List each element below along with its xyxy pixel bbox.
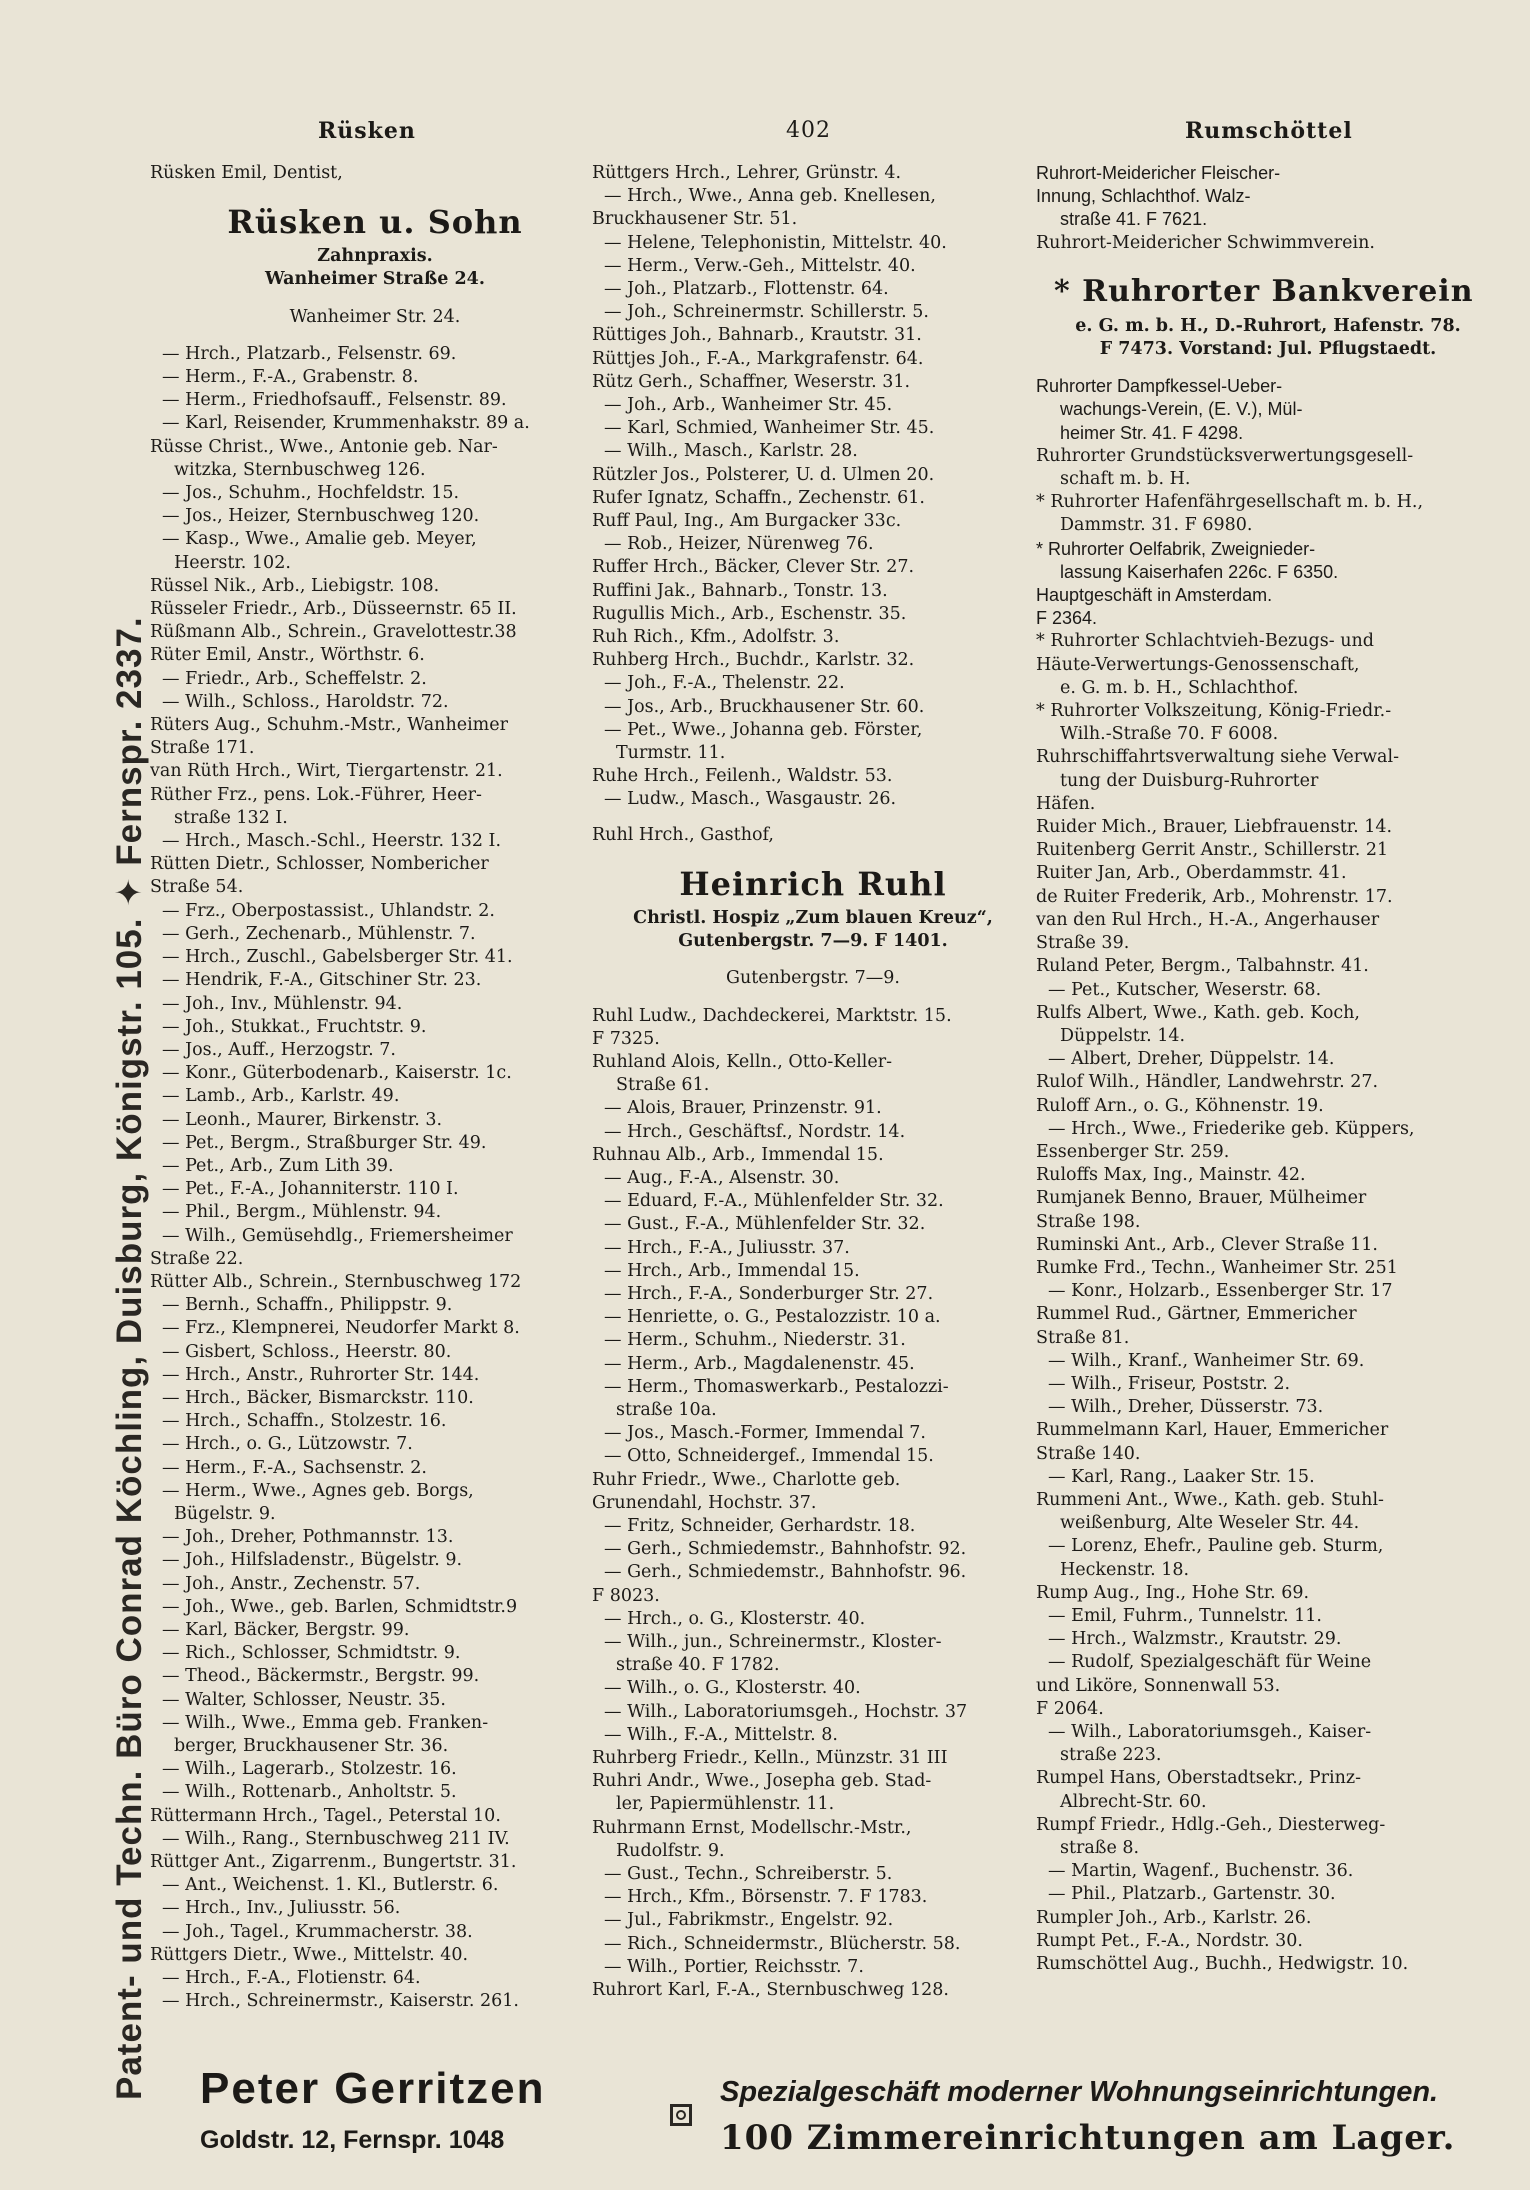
directory-entry: — Frz., Klempnerei, Neudorfer Markt 8. bbox=[162, 1318, 520, 1339]
directory-entry: — Hrch., Schaffn., Stolzestr. 16. bbox=[162, 1411, 447, 1432]
directory-entry: — Helene, Telephonistin, Mittelstr. 40. bbox=[604, 232, 947, 253]
directory-entry: — Fritz, Schneider, Gerhardstr. 18. bbox=[604, 1515, 916, 1536]
directory-entry: Turmstr. 11. bbox=[616, 743, 726, 764]
directory-entry: Straße 81. bbox=[1036, 1327, 1130, 1348]
directory-entry: Ruhl Hrch., Gasthof, bbox=[592, 824, 774, 845]
directory-entry: Häute-Verwertungs-Genossenschaft, bbox=[1036, 654, 1360, 675]
directory-entry: — Hendrik, F.-A., Gitschiner Str. 23. bbox=[162, 970, 482, 991]
directory-entry: — Frz., Oberpostassist., Uhlandstr. 2. bbox=[162, 900, 495, 921]
directory-entry: Ruhrort Karl, F.-A., Sternbuschweg 128. bbox=[592, 1980, 949, 2001]
directory-entry: — Karl, Bäcker, Bergstr. 99. bbox=[162, 1619, 410, 1640]
directory-entry: — Pet., Kutscher, Weserstr. 68. bbox=[1048, 979, 1322, 1000]
directory-entry: Rummelmann Karl, Hauer, Emmericher bbox=[1036, 1420, 1389, 1441]
side-advertisement: Patent- und Techn. Büro Conrad Köchling, Duisburg, Königstr. 105. ✦ Fernspr. 2337. bbox=[110, 616, 149, 2100]
directory-entry: — Gust., Techn., Schreiberstr. 5. bbox=[604, 1864, 893, 1885]
directory-entry: Rüters Aug., Schuhm.-Mstr., Wanheimer bbox=[150, 715, 508, 736]
directory-entry: witzka, Sternbuschweg 126. bbox=[174, 459, 426, 480]
directory-entry: Grunendahl, Hochstr. 37. bbox=[592, 1492, 817, 1513]
ad-bankverein-line1: e. G. m. b. H., D.-Ruhrort, Hafenstr. 78. bbox=[1075, 315, 1461, 336]
directory-entry: Rumpler Joh., Arb., Karlstr. 26. bbox=[1036, 1907, 1312, 1928]
directory-entry: Ruhr Friedr., Wwe., Charlotte geb. bbox=[592, 1469, 901, 1490]
ad-ruesken-line3: Wanheimer Str. 24. bbox=[289, 306, 461, 327]
directory-entry: Rüsseler Friedr., Arb., Düsseernstr. 65 II. bbox=[150, 599, 517, 620]
ad-ruhl-line2: Gutenbergstr. 7—9. F 1401. bbox=[678, 931, 948, 952]
ad-ruesken-line2: Wanheimer Straße 24. bbox=[265, 269, 485, 290]
directory-entry: straße 40. F 1782. bbox=[616, 1655, 780, 1676]
directory-entry: — Hrch., o. G., Klosterstr. 40. bbox=[604, 1608, 866, 1629]
directory-entry: — Joh., Inv., Mühlenstr. 94. bbox=[162, 993, 403, 1014]
directory-entry: straße 10a. bbox=[616, 1399, 717, 1420]
directory-entry: — Emil, Fuhrm., Tunnelstr. 11. bbox=[1048, 1605, 1322, 1626]
directory-entry: Ruhrort-Meidericher Fleischer- bbox=[1036, 163, 1281, 183]
directory-entry: Rüsse Christ., Wwe., Antonie geb. Nar- bbox=[150, 436, 498, 457]
directory-entry: — Wilh., Lagerarb., Stolzestr. 16. bbox=[162, 1759, 457, 1780]
directory-entry: — Wilh., Schloss., Haroldstr. 72. bbox=[162, 691, 449, 712]
directory-entry: — Phil., Platzarb., Gartenstr. 30. bbox=[1048, 1884, 1336, 1905]
directory-entry: — Joh., F.-A., Thelenstr. 22. bbox=[604, 673, 845, 694]
directory-entry: Düppelstr. 14. bbox=[1060, 1025, 1186, 1046]
ad-ruesken-line1: Zahnpraxis. bbox=[317, 246, 433, 267]
header-left: Rüsken bbox=[318, 118, 416, 144]
directory-entry: Straße 198. bbox=[1036, 1211, 1141, 1232]
directory-entry: heimer Str. 41. F 4298. bbox=[1060, 422, 1244, 443]
footer-tagline: Spezialgeschäft moderner Wohnungseinrichtungen. bbox=[720, 2076, 1439, 2108]
directory-entry: — Konr., Holzarb., Essenberger Str. 17 bbox=[1048, 1281, 1393, 1302]
directory-entry: — Jos., Arb., Bruckhausener Str. 60. bbox=[604, 696, 925, 717]
directory-entry: — Hrch., F.-A., Sonderburger Str. 27. bbox=[604, 1283, 934, 1304]
directory-entry: Albrecht-Str. 60. bbox=[1060, 1791, 1207, 1812]
directory-entry: — Joh., Hilfsladenstr., Bügelstr. 9. bbox=[162, 1550, 463, 1571]
directory-entry: * Ruhrorter Volkszeitung, König-Friedr.- bbox=[1036, 701, 1392, 722]
directory-entry: Ruitenberg Gerrit Anstr., Schillerstr. 21 bbox=[1036, 840, 1389, 861]
directory-entry: Rütter Alb., Schrein., Sternbuschweg 172 bbox=[150, 1271, 522, 1292]
emblem-icon bbox=[670, 2104, 692, 2126]
directory-entry: Rumke Frd., Techn., Wanheimer Str. 251 bbox=[1036, 1257, 1398, 1278]
directory-entry: — Gerh., Zechenarb., Mühlenstr. 7. bbox=[162, 923, 476, 944]
directory-entry: tung der Duisburg-Ruhrorter bbox=[1060, 770, 1319, 791]
directory-entry: — Pet., F.-A., Johanniterstr. 110 I. bbox=[162, 1179, 459, 1200]
directory-entry: — Pet., Bergm., Straßburger Str. 49. bbox=[162, 1132, 487, 1153]
header-right: Rumschöttel bbox=[1185, 118, 1353, 144]
ad-ruhl-line3: Gutenbergstr. 7—9. bbox=[726, 968, 900, 989]
ad-bankverein-line2: F 7473. Vorstand: Jul. Pflugstaedt. bbox=[1099, 339, 1437, 360]
directory-entry: Heerstr. 102. bbox=[174, 552, 291, 573]
directory-entry: Rufer Ignatz, Schaffn., Zechenstr. 61. bbox=[592, 487, 925, 508]
directory-entry: — Leonh., Maurer, Birkenstr. 3. bbox=[162, 1109, 443, 1130]
directory-entry: — Hrch., Platzarb., Felsenstr. 69. bbox=[162, 343, 457, 364]
directory-entry: — Hrch., Zuschl., Gabelsberger Str. 41. bbox=[162, 947, 513, 968]
directory-entry: F 2364. bbox=[1036, 608, 1098, 629]
directory-entry: — Joh., Platzarb., Flottenstr. 64. bbox=[604, 279, 889, 300]
directory-entry: — Friedr., Arb., Scheffelstr. 2. bbox=[162, 668, 427, 689]
directory-entry: Rudolfstr. 9. bbox=[616, 1840, 725, 1861]
directory-entry: ler, Papiermühlenstr. 11. bbox=[616, 1794, 835, 1815]
directory-entry: — Herm., Thomaswerkarb., Pestalozzi- bbox=[604, 1376, 949, 1397]
directory-entry: — Walter, Schlosser, Neustr. 35. bbox=[162, 1689, 446, 1710]
directory-entry: — Karl, Reisender, Krummenhakstr. 89 a. bbox=[162, 413, 530, 434]
column-3 bbox=[1036, 162, 1500, 1976]
directory-entry: — Ludw., Masch., Wasgaustr. 26. bbox=[604, 789, 897, 810]
directory-entry: Heckenstr. 18. bbox=[1060, 1559, 1190, 1580]
ad-bankverein-name: * Ruhrorter Bankverein bbox=[1054, 273, 1474, 309]
directory-entry: — Joh., Tagel., Krummacherstr. 38. bbox=[162, 1921, 473, 1942]
directory-entry: — Gerh., Schmiedemstr., Bahnhofstr. 96. bbox=[604, 1562, 967, 1583]
directory-entry: F 8023. bbox=[592, 1585, 660, 1606]
directory-entry: — Wilh., Portier, Reichsstr. 7. bbox=[604, 1956, 864, 1977]
directory-entry: — Joh., Wwe., geb. Barlen, Schmidtstr.9 bbox=[162, 1596, 518, 1617]
directory-entry: — Joh., Anstr., Zechenstr. 57. bbox=[162, 1573, 421, 1594]
directory-entry: — Hrch., F.-A., Juliusstr. 37. bbox=[604, 1237, 850, 1258]
directory-entry: — Wilh., Masch., Karlstr. 28. bbox=[604, 441, 858, 462]
directory-entry: berger, Bruckhausener Str. 36. bbox=[174, 1736, 449, 1756]
directory-entry: Ruhberg Hrch., Buchdr., Karlstr. 32. bbox=[592, 650, 915, 671]
directory-entry: Ruff Paul, Ing., Am Burgacker 33c. bbox=[592, 511, 902, 532]
directory-entry: — Otto, Schneidergef., Immendal 15. bbox=[604, 1446, 934, 1467]
directory-entry: — Herm., Wwe., Agnes geb. Borgs, bbox=[162, 1480, 474, 1501]
footer-advertisement bbox=[150, 2064, 1510, 2158]
directory-entry: — Herm., F.-A., Grabenstr. 8. bbox=[162, 367, 419, 388]
directory-entry: Rütten Dietr., Schlosser, Nombericher bbox=[150, 854, 489, 875]
ad-ruhl-name: Heinrich Ruhl bbox=[679, 864, 947, 903]
directory-entry: — Wilh., Gemüsehdlg., Friemersheimer bbox=[162, 1225, 513, 1246]
directory-entry: — Wilh., Rottenarb., Anholtstr. 5. bbox=[162, 1782, 457, 1803]
directory-entry: straße 41. F 7621. bbox=[1060, 209, 1208, 230]
directory-entry: straße 223. bbox=[1060, 1745, 1162, 1766]
directory-entry: Rüttiges Joh., Bahnarb., Krautstr. 31. bbox=[592, 325, 922, 346]
directory-entry: de Ruiter Frederik, Arb., Mohrenstr. 17. bbox=[1036, 886, 1393, 907]
directory-entry: Innung, Schlachthof. Walz- bbox=[1036, 186, 1251, 207]
directory-entry: Rüter Emil, Anstr., Wörthstr. 6. bbox=[150, 645, 425, 666]
directory-entry: Essenberger Str. 259. bbox=[1036, 1141, 1230, 1162]
directory-entry: — Phil., Bergm., Mühlenstr. 94. bbox=[162, 1202, 442, 1223]
directory-entry: — Joh., Stukkat., Fruchtstr. 9. bbox=[162, 1016, 427, 1037]
directory-entry: — Wilh., o. G., Klosterstr. 40. bbox=[604, 1678, 861, 1699]
directory-entry: — Hrch., Anstr., Ruhrorter Str. 144. bbox=[162, 1364, 480, 1385]
directory-entry: Rummel Rud., Gärtner, Emmericher bbox=[1036, 1304, 1357, 1325]
directory-entry: F 7325. bbox=[592, 1028, 660, 1049]
directory-entry: — Rob., Heizer, Nürenweg 76. bbox=[604, 534, 874, 555]
directory-entry: — Pet., Wwe., Johanna geb. Förster, bbox=[604, 719, 923, 740]
directory-entry: Rüßmann Alb., Schrein., Gravelottestr.38 bbox=[150, 622, 517, 643]
directory-entry: Ruminski Ant., Arb., Clever Straße 11. bbox=[1036, 1234, 1378, 1255]
directory-entry: — Karl, Schmied, Wanheimer Str. 45. bbox=[604, 418, 935, 439]
directory-entry: — Hrch., Bäcker, Bismarckstr. 110. bbox=[162, 1387, 474, 1408]
directory-entry: — Wilh., F.-A., Mittelstr. 8. bbox=[604, 1724, 838, 1745]
directory-entry: * Ruhrorter Hafenfährgesellschaft m. b. H., bbox=[1036, 492, 1424, 513]
directory-entry: Ruhl Ludw., Dachdeckerei, Marktstr. 15. bbox=[592, 1005, 952, 1026]
directory-entry: F 2064. bbox=[1036, 1698, 1104, 1719]
directory-entry: Straße 171. bbox=[150, 738, 255, 759]
directory-entry: Ruhe Hrch., Feilenh., Waldstr. 53. bbox=[592, 766, 893, 787]
directory-entry: — Wilh., Wwe., Emma geb. Franken- bbox=[162, 1712, 489, 1733]
directory-entry: wachungs-Verein, (E. V.), Mül- bbox=[1060, 399, 1303, 420]
directory-entry: — Rudolf, Spezialgeschäft für Weine bbox=[1048, 1652, 1372, 1673]
directory-entry: — Ant., Weichenst. 1. Kl., Butlerstr. 6. bbox=[162, 1875, 499, 1896]
directory-entry: Ruhrmann Ernst, Modellschr.-Mstr., bbox=[592, 1817, 912, 1838]
directory-entry: Häfen. bbox=[1036, 793, 1096, 814]
directory-entry: Rulof Wilh., Händler, Landwehrstr. 27. bbox=[1036, 1072, 1379, 1093]
directory-entry: Rumpt Pet., F.-A., Nordstr. 30. bbox=[1036, 1930, 1303, 1951]
directory-entry: Rüssel Nik., Arb., Liebigstr. 108. bbox=[150, 575, 440, 596]
directory-entry: Straße 140. bbox=[1036, 1443, 1141, 1464]
directory-entry: Rulfs Albert, Wwe., Kath. geb. Koch, bbox=[1036, 1002, 1360, 1023]
directory-entry: Ruhri Andr., Wwe., Josepha geb. Stad- bbox=[592, 1771, 932, 1792]
directory-entry: — Hrch., Kfm., Börsenstr. 7. F 1783. bbox=[604, 1887, 928, 1908]
directory-entry: Ruhland Alois, Kelln., Otto-Keller- bbox=[592, 1051, 893, 1072]
directory-entry: Ruider Mich., Brauer, Liebfrauenstr. 14. bbox=[1036, 817, 1393, 838]
directory-entry: Ruffini Jak., Bahnarb., Tonstr. 13. bbox=[592, 580, 888, 601]
directory-entry: — Hrch., Wwe., Anna geb. Knellesen, bbox=[604, 186, 936, 207]
directory-entry: Wilh.-Straße 70. F 6008. bbox=[1060, 724, 1279, 745]
column-1 bbox=[150, 162, 600, 2013]
directory-entry: Straße 22. bbox=[150, 1248, 244, 1269]
directory-entry: Bügelstr. 9. bbox=[174, 1503, 276, 1524]
directory-entry: — Herm., Schuhm., Niederstr. 31. bbox=[604, 1330, 906, 1351]
directory-entry: van Rüth Hrch., Wirt, Tiergartenstr. 21. bbox=[150, 761, 503, 782]
directory-entry: — Aug., F.-A., Alsenstr. 30. bbox=[604, 1167, 840, 1188]
column-2 bbox=[592, 162, 1034, 2002]
directory-entry: — Hrch., Schreinermstr., Kaiserstr. 261. bbox=[162, 1991, 519, 2012]
directory-entry: Ruhrberg Friedr., Kelln., Münzstr. 31 III bbox=[592, 1748, 948, 1768]
directory-entry: — Alois, Brauer, Prinzenstr. 91. bbox=[604, 1098, 882, 1119]
directory-entry: — Hrch., Arb., Immendal 15. bbox=[604, 1260, 860, 1281]
directory-entry: — Pet., Arb., Zum Lith 39. bbox=[162, 1155, 394, 1176]
directory-entry: — Hrch., Masch.-Schl., Heerstr. 132 I. bbox=[162, 831, 502, 852]
directory-entry: — Jos., Masch.-Former, Immendal 7. bbox=[604, 1423, 926, 1444]
directory-entry: schaft m. b. H. bbox=[1060, 469, 1191, 490]
directory-entry: — Herm., Friedhofsauff., Felsenstr. 89. bbox=[162, 390, 507, 411]
directory-entry: Rumpf Friedr., Hdlg.-Geh., Diesterweg- bbox=[1036, 1814, 1386, 1835]
directory-entry: — Herm., Arb., Magdalenenstr. 45. bbox=[604, 1353, 915, 1374]
footer-stock: 100 Zimmereinrichtungen am Lager. bbox=[720, 2118, 1456, 2158]
directory-entry: — Henriette, o. G., Pestalozzistr. 10 a. bbox=[604, 1307, 941, 1328]
directory-entry: — Rich., Schneidermstr., Blücherstr. 58. bbox=[604, 1933, 961, 1954]
directory-entry: — Karl, Rang., Laaker Str. 15. bbox=[1048, 1466, 1315, 1487]
directory-entry: Straße 61. bbox=[616, 1075, 710, 1096]
directory-entry: — Jos., Schuhm., Hochfeldstr. 15. bbox=[162, 483, 460, 504]
directory-entry: Rump Aug., Ing., Hohe Str. 69. bbox=[1036, 1582, 1310, 1603]
directory-entry: — Wilh., Kranf., Wanheimer Str. 69. bbox=[1048, 1350, 1365, 1371]
directory-entry: Ruhrorter Dampfkessel-Ueber- bbox=[1036, 376, 1283, 397]
directory-entry: straße 8. bbox=[1060, 1838, 1140, 1859]
directory-entry: — Martin, Wagenf., Buchenstr. 36. bbox=[1048, 1861, 1354, 1882]
ad-ruesken-name: Rüsken u. Sohn bbox=[227, 203, 523, 242]
directory-entry: — Jul., Fabrikmstr., Engelstr. 92. bbox=[604, 1910, 894, 1931]
directory-entry: — Joh., Schreinermstr. Schillerstr. 5. bbox=[604, 302, 929, 323]
directory-entry: Rüther Frz., pens. Lok.-Führer, Heer- bbox=[150, 784, 482, 805]
directory-entry: — Jos., Heizer, Sternbuschweg 120. bbox=[162, 506, 480, 527]
directory-entry: Ruloff Arn., o. G., Köhnenstr. 19. bbox=[1036, 1095, 1324, 1116]
directory-entry: — Joh., Dreher, Pothmannstr. 13. bbox=[162, 1527, 454, 1548]
directory-entry: — Wilh., jun., Schreinermstr., Kloster- bbox=[604, 1631, 942, 1652]
directory-entry: — Hrch., o. G., Lützowstr. 7. bbox=[162, 1434, 413, 1455]
directory-entry: Dammstr. 31. F 6980. bbox=[1060, 515, 1253, 536]
directory-entry: Rugullis Mich., Arb., Eschenstr. 35. bbox=[592, 603, 907, 624]
directory-entry: Bruckhausener Str. 51. bbox=[592, 209, 798, 230]
directory-entry: — Gust., F.-A., Mühlenfelder Str. 32. bbox=[604, 1214, 926, 1235]
directory-entry: — Kasp., Wwe., Amalie geb. Meyer, bbox=[162, 529, 477, 550]
directory-entry: Rütz Gerh., Schaffner, Weserstr. 31. bbox=[592, 371, 911, 392]
directory-entry: — Gerh., Schmiedemstr., Bahnhofstr. 92. bbox=[604, 1539, 967, 1560]
directory-entry: * Ruhrorter Oelfabrik, Zweignieder- bbox=[1036, 538, 1316, 559]
directory-entry: — Wilh., Dreher, Düsserstr. 73. bbox=[1048, 1397, 1324, 1418]
directory-entry: — Jos., Auff., Herzogstr. 7. bbox=[162, 1039, 396, 1060]
directory-entry: * Ruhrorter Schlachtvieh-Bezugs- und bbox=[1036, 631, 1374, 652]
directory-entry: Rützler Jos., Polsterer, U. d. Ulmen 20. bbox=[592, 464, 935, 485]
directory-entry: lassung Kaiserhafen 226c. F 6350. bbox=[1060, 561, 1339, 582]
directory-entry: Ruiter Jan, Arb., Oberdammstr. 41. bbox=[1036, 863, 1347, 884]
directory-entry: — Bernh., Schaffn., Philippstr. 9. bbox=[162, 1295, 453, 1316]
directory-entry: — Lamb., Arb., Karlstr. 49. bbox=[162, 1086, 400, 1107]
directory-entry: Ruffer Hrch., Bäcker, Clever Str. 27. bbox=[592, 557, 915, 578]
directory-entry bbox=[592, 812, 1034, 824]
directory-entry: Rüttermann Hrch., Tagel., Peterstal 10. bbox=[150, 1805, 501, 1826]
directory-entry: — Wilh., Friseur, Poststr. 2. bbox=[1048, 1373, 1291, 1394]
directory-entry: Ruhrort-Meidericher Schwimmverein. bbox=[1036, 232, 1375, 253]
directory-entry: — Hrch., Wwe., Friederike geb. Küppers, bbox=[1048, 1118, 1415, 1139]
directory-entry: Ruhrschiffahrtsverwaltung siehe Verwal- bbox=[1036, 747, 1400, 768]
directory-entry: und Liköre, Sonnenwall 53. bbox=[1036, 1675, 1281, 1696]
directory-entry: Rüttjes Joh., F.-A., Markgrafenstr. 64. bbox=[592, 348, 924, 369]
directory-entry: — Albert, Dreher, Düppelstr. 14. bbox=[1048, 1049, 1335, 1070]
directory-entry: Hauptgeschäft in Amsterdam. bbox=[1036, 585, 1273, 606]
directory-entry: — Wilh., Rang., Sternbuschweg 211 IV. bbox=[162, 1828, 510, 1849]
footer-address: Goldstr. 12, Fernspr. 1048 bbox=[200, 2126, 505, 2154]
page-number: 402 bbox=[786, 118, 831, 143]
directory-entry: straße 132 I. bbox=[174, 807, 288, 828]
directory-entry: Ruhnau Alb., Arb., Immendal 15. bbox=[592, 1144, 884, 1165]
directory-entry: — Theod., Bäckermstr., Bergstr. 99. bbox=[162, 1666, 480, 1687]
directory-entry: — Eduard, F.-A., Mühlenfelder Str. 32. bbox=[604, 1191, 944, 1212]
directory-entry: Straße 39. bbox=[1036, 933, 1130, 954]
directory-entry: — Hrch., Inv., Juliusstr. 56. bbox=[162, 1898, 401, 1919]
directory-entry: — Herm., F.-A., Sachsenstr. 2. bbox=[162, 1457, 427, 1478]
directory-entry: Rüttgers Hrch., Lehrer, Grünstr. 4. bbox=[592, 163, 902, 183]
directory-entry: — Lorenz, Ehefr., Pauline geb. Sturm, bbox=[1048, 1536, 1384, 1557]
directory-entry: — Joh., Arb., Wanheimer Str. 45. bbox=[604, 395, 893, 416]
directory-entry: Straße 54. bbox=[150, 877, 244, 898]
directory-entry: Ruland Peter, Bergm., Talbahnstr. 41. bbox=[1036, 956, 1369, 977]
directory-entry: Ruh Rich., Kfm., Adolfstr. 3. bbox=[592, 627, 840, 648]
directory-entry: — Hrch., F.-A., Flotienstr. 64. bbox=[162, 1968, 421, 1989]
directory-entry: — Gisbert, Schloss., Heerstr. 80. bbox=[162, 1341, 452, 1362]
directory-entry: Rumschöttel Aug., Buchh., Hedwigstr. 10. bbox=[1036, 1954, 1409, 1975]
directory-entry: Rumpel Hans, Oberstadtsekr., Prinz- bbox=[1036, 1768, 1361, 1789]
directory-entry: van den Rul Hrch., H.-A., Angerhauser bbox=[1036, 909, 1380, 930]
directory-entry: Rüttgers Dietr., Wwe., Mittelstr. 40. bbox=[150, 1944, 469, 1965]
directory-entry: — Rich., Schlosser, Schmidtstr. 9. bbox=[162, 1643, 461, 1664]
directory-entry: Ruhrorter Grundstücksverwertungsgesell- bbox=[1036, 445, 1414, 466]
directory-entry: — Wilh., Laboratoriumsgeh., Kaiser- bbox=[1048, 1722, 1372, 1742]
directory-entry: — Wilh., Laboratoriumsgeh., Hochstr. 37 bbox=[604, 1701, 968, 1722]
directory-entry: e. G. m. b. H., Schlachthof. bbox=[1060, 677, 1299, 698]
directory-entry: — Herm., Verw.-Geh., Mittelstr. 40. bbox=[604, 255, 916, 276]
directory-entry: weißenburg, Alte Weseler Str. 44. bbox=[1060, 1513, 1360, 1534]
directory-entry: Ruloffs Max, Ing., Mainstr. 42. bbox=[1036, 1165, 1306, 1186]
directory-entry: Rüttger Ant., Zigarrenm., Bungertstr. 31. bbox=[150, 1852, 517, 1873]
directory-entry: — Hrch., Geschäftsf., Nordstr. 14. bbox=[604, 1121, 906, 1142]
directory-entry: — Konr., Güterbodenarb., Kaiserstr. 1c. bbox=[162, 1063, 512, 1084]
directory-entry: Rumjanek Benno, Brauer, Mülheimer bbox=[1036, 1188, 1367, 1209]
directory-entry: Rummeni Ant., Wwe., Kath. geb. Stuhl- bbox=[1036, 1489, 1384, 1510]
directory-entry: — Hrch., Walzmstr., Krautstr. 29. bbox=[1048, 1629, 1342, 1650]
directory-entry: Rüsken Emil, Dentist, bbox=[150, 163, 343, 183]
ad-ruhl-line1: Christl. Hospiz „Zum blauen Kreuz“, bbox=[633, 907, 993, 928]
footer-name: Peter Gerritzen bbox=[200, 2064, 546, 2113]
